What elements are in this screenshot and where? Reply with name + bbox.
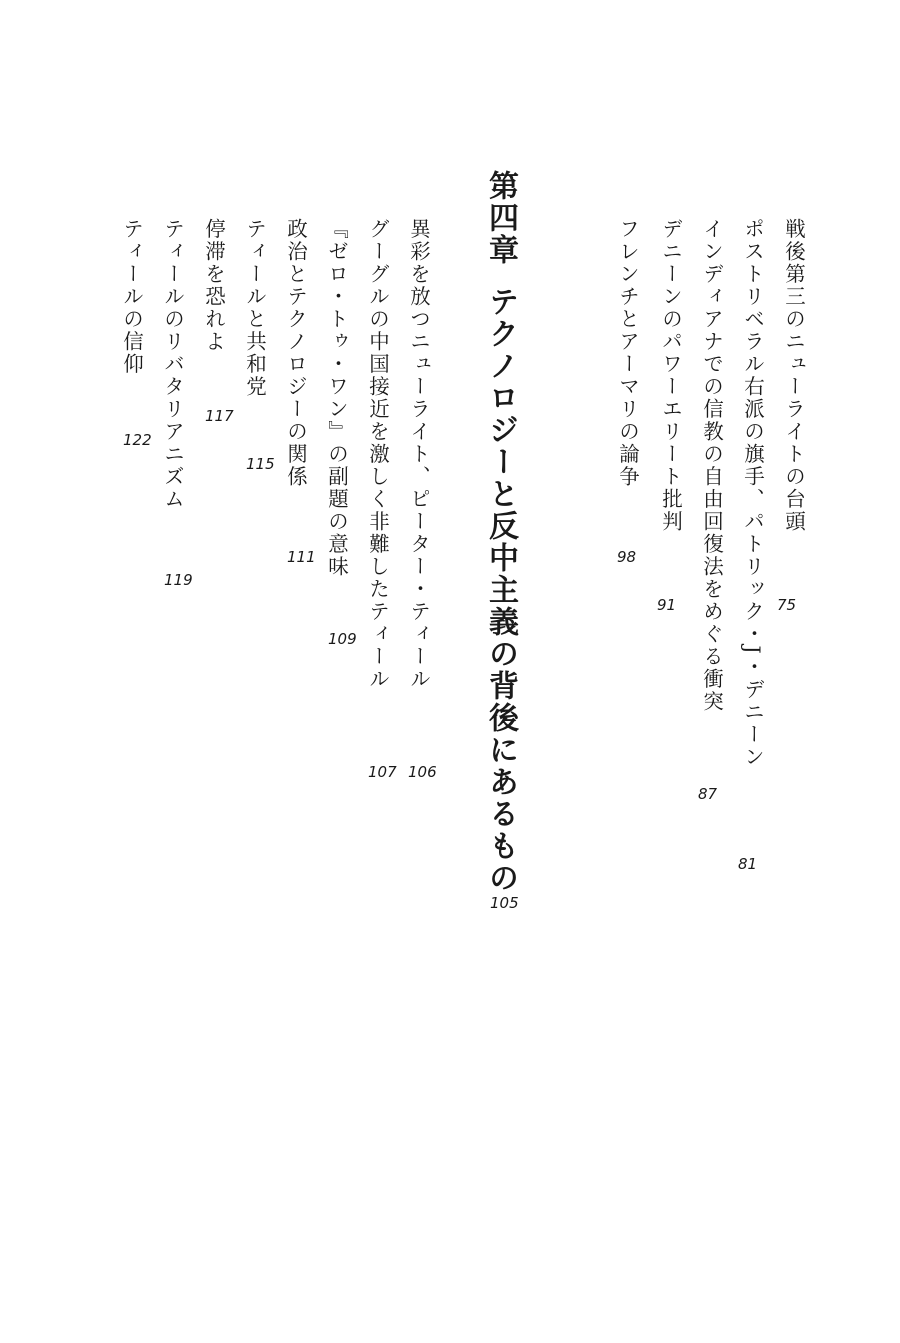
chapter-heading [483, 170, 518, 894]
toc-entry-title: 『ゼロ・トゥ・ワン』の副題の意味 [324, 218, 349, 578]
toc-entry-page: 81 [738, 855, 758, 873]
toc-entry-page: 75 [777, 596, 797, 614]
toc-entry-title: ティールのリバタリアニズム [160, 218, 185, 511]
toc-entry-page: 106 [408, 763, 437, 781]
toc-entry-page: 117 [205, 407, 234, 425]
toc-entry-title: 停滞を恐れよ [201, 218, 226, 353]
toc-entry-page: 122 [123, 431, 152, 449]
toc-entry-page: 109 [328, 630, 357, 648]
toc-entry-page: 119 [164, 571, 193, 589]
toc-entry-title: 戦後第三のニューライトの台頭 [781, 218, 806, 533]
chapter-label: 第四章 [483, 170, 518, 266]
toc-entry-title: デニーンのパワーエリート批判 [658, 218, 683, 533]
toc-entry-page: 107 [368, 763, 397, 781]
chapter-title: テクノロジーと反中主義の背後にあるもの [483, 286, 518, 894]
toc-entry-title: ポストリベラル右派の旗手、パトリック・J・デニーン [740, 218, 765, 769]
toc-entry-title: グーグルの中国接近を激しく非難したティール [365, 218, 390, 691]
toc-entry-title: 異彩を放つニューライト、ピーター・ティール [406, 218, 431, 691]
toc-entry-title: 政治とテクノロジーの関係 [283, 218, 308, 488]
toc-entry-page: 115 [246, 455, 275, 473]
toc-entry-title: インディアナでの信教の自由回復法をめぐる衝突 [699, 218, 724, 713]
chapter-page: 105 [490, 894, 519, 912]
toc-entry-page: 98 [617, 548, 637, 566]
toc-entry-page: 91 [657, 596, 677, 614]
toc-entry-page: 87 [698, 785, 718, 803]
toc-entry-title: ティールの信仰 [119, 218, 144, 376]
toc-entry-title: ティールと共和党 [242, 218, 267, 398]
toc-entry-title: フレンチとアーマリの論争 [615, 218, 640, 488]
toc-entry-page: 111 [287, 548, 316, 566]
